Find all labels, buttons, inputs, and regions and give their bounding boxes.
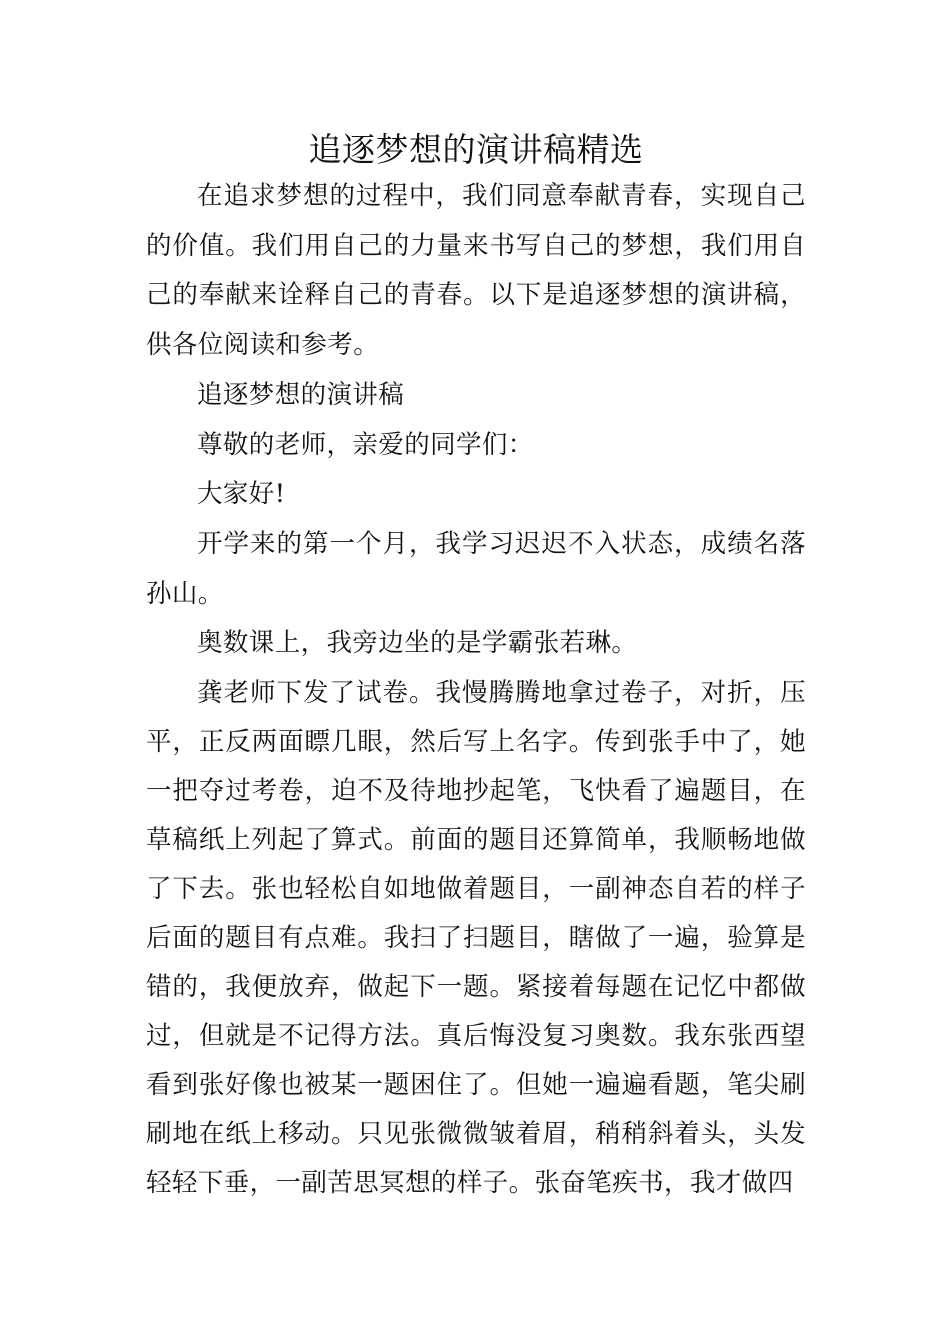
paragraph-greeting: 大家好! (197, 479, 286, 510)
paragraph-salutation: 尊敬的老师，亲爱的同学们： (197, 429, 534, 460)
paragraph-first-month: 开学来的第一个月，我学习迟迟不入状态，成绩名落孙山。 (146, 528, 806, 609)
document-title: 追逐梦想的演讲稿精选 (308, 130, 644, 169)
document-body (146, 128, 806, 1208)
paragraph-intro: 在追求梦想的过程中，我们同意奉献青春，实现自己的价值。我们用自己的力量来书写自己的梦想，我们用自己的奉献来诠释自己的青春。以下是追逐梦想的演讲稿，供各位阅读和参考。 (146, 181, 806, 361)
paragraph-speech-heading: 追逐梦想的演讲稿 (197, 379, 405, 410)
paragraph-math-class: 奥数课上，我旁边坐的是学霸张若琳。 (197, 628, 638, 659)
paragraph-exam-story: 龚老师下发了试卷。我慢腾腾地拿过卷子，对折，压平，正反两面瞟几眼，然后写上名字。传到张手中了，她一把夺过考卷，迫不及待地抄起笔，飞快看了遍题目，在草稿纸上列起了算式。前面的题目还算简单，我顺畅地做了下去。张也轻松自如地做着题目，一副神态自若的样子后面的题目有点难。我扫了扫题目，瞎做了一遍，验算是错的，我便放弃，做起下一题。紧接着每题在记忆中都做过，但就是不记得方法。真后悔没复习奥数。我东张西望看到张好像也被某一题困住了。但她一遍遍看题，笔尖刷刷地在纸上移动。只见张微微皱着眉，稍稍斜着头，头发轻轻下垂，一副苦思冥想的样子。张奋笔疾书，我才做四 (146, 678, 806, 1199)
